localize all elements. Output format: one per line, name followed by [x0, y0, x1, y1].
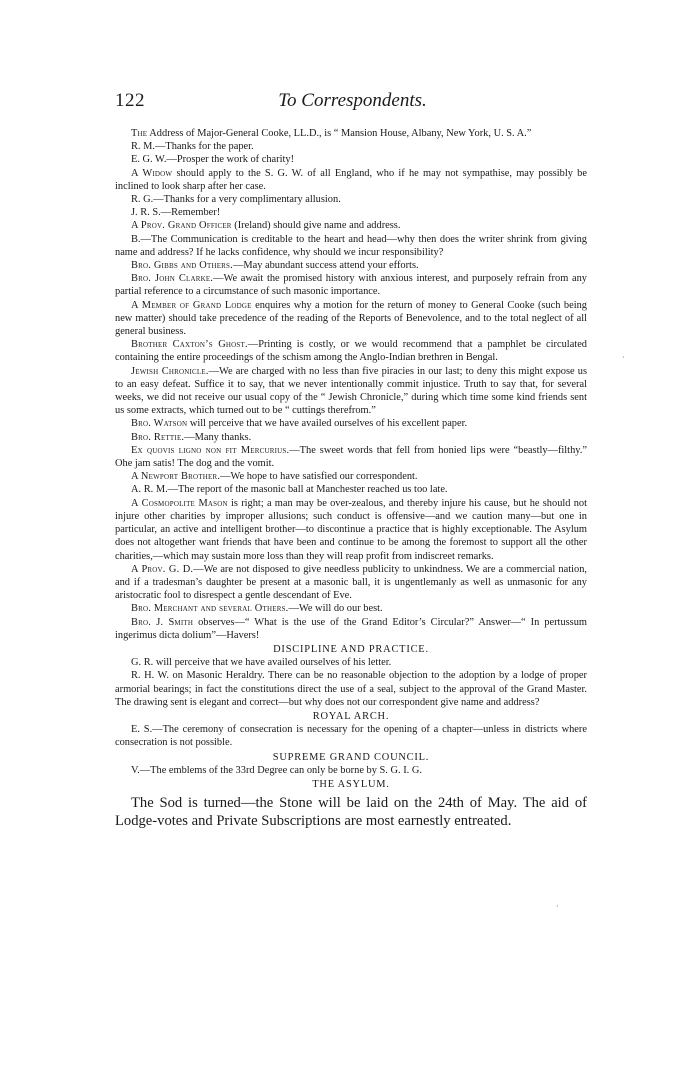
page-header [115, 90, 590, 112]
correspondent-entry [115, 444, 587, 470]
correspondent-entry [115, 259, 587, 272]
entry-text: —May abundant success attend your efforts. [232, 260, 419, 272]
entry-text: E. G. W.—Prosper the work of charity! [131, 154, 295, 166]
correspondent-entry [115, 602, 587, 615]
entry-lead: Jewish Chronicle. [131, 365, 209, 377]
running-title: To Correspondents. [278, 90, 427, 111]
entry-lead: Bro. J. Smith [131, 616, 194, 628]
entry-lead: Ex quovis ligno non fit Mercurius. [131, 444, 290, 456]
entry-text: —We hope to have satisfied our correspondent. [220, 471, 418, 483]
entry-text: should apply to the S. G. W. of all England, who if he may not sympathise, may possibly be inclined to look sharp after her case. [115, 167, 587, 192]
section-entry: V.—The emblems of the 33rd Degree can only be borne by S. G. I. G. [131, 764, 422, 776]
entry-text: Address of Major-General Cooke, LL.D., is “ Mansion House, Albany, New York, U. S. A.” [147, 128, 532, 139]
entry-lead: A Newport Brother. [131, 471, 221, 483]
correspondent-entry [115, 219, 587, 232]
correspondent-entry [115, 417, 587, 430]
section-entry: R. H. W. on Masonic Heraldry. There can be no reasonable objection to the adoption by a lodge of proper armorial bearings; in fact the constitutions direct the use of a seal, subject to the approval of the Grand Master. The drawing sent is elegant and correct—but why does not our correspondent give name and address? [115, 670, 587, 708]
entry-lead: Bro. Merchant and several Others. [131, 603, 289, 615]
correspondent-entry [115, 431, 587, 444]
entry-lead: A Cosmopolite Mason [131, 497, 228, 509]
section-heading: DISCIPLINE AND PRACTICE. [273, 643, 429, 655]
entry-lead: The [131, 128, 148, 139]
entry-text: —Many thanks. [184, 431, 252, 443]
entry-text: B.—The Communication is creditable to the heart and head—why then does the writer shrink from giving name and address? If he lacks confidence, why should we incur responsibility? [115, 233, 587, 258]
correspondent-entry [115, 153, 587, 166]
entry-text: R. M.—Thanks for the paper. [131, 141, 254, 153]
entry-text: (Ireland) should give name and address. [231, 220, 401, 232]
entry-text: is right; a man may be over-zealous, and thereby injure his cause, but he should not injure other charities by improper allusions; such conduct is offensive—and we caution many—but one in particular, an active and intelligent brother—to discontinue a practice that is highly exceptionable. The Asylum does not altogether want friends that have been and continue to be among the foremost to support all the other charities,—which may sustain more loss than they will reap profit from indiscreet remarks. [115, 497, 587, 562]
entry-text: R. G.—Thanks for a very complimentary allusion. [131, 194, 341, 206]
entry-text: —We are not disposed to give needless publicity to unkindness. We are a commercial nation, and if a tradesman’s daughter be present at a masonic ball, it is ungentlemanly as well as unmasonic for any aristocratic fool to disrespect a gentle descendant of Eve. [115, 563, 587, 602]
entry-lead: Bro. John Clarke. [131, 273, 214, 285]
entry-text: observes—“ What is the use of the Grand Editor’s Circular?” Answer—“ In pertussum ingerimus dicta dolium”—Havers! [115, 616, 588, 641]
correspondent-entry [115, 365, 587, 418]
entry-text: —The sweet words that fell from honied lips were “beastly—filthy.” Ohe jam satis! The dog and the vomit. [115, 444, 587, 470]
correspondent-entry [115, 193, 587, 206]
entry-text: —We will do our best. [288, 603, 383, 615]
entries-list [115, 127, 587, 642]
entry-lead: Bro. Gibbs and Others. [131, 260, 233, 272]
entry-lead: A Prov. G. D. [131, 563, 194, 575]
correspondent-entry [115, 140, 587, 153]
entry-text: —We await the promised history with anxious interest, and purposely refrain from any partial reference to a circumstance of such masonic importance. [115, 273, 587, 298]
section-entry: G. R. will perceive that we have availed ourselves of his letter. [131, 657, 392, 669]
entry-text: enquires why a motion for the return of money to General Cooke (such being new matter) should take precedence of the reading of the Reports of Benevolence, and to the total neglect of all general business. [115, 299, 587, 338]
entry-text: A. R. M.—The report of the masonic ball at Manchester reached us too late. [131, 484, 448, 496]
correspondent-entry [115, 483, 587, 496]
entry-lead: Brother Caxton’s Ghost. [131, 339, 248, 351]
section-heading: THE ASYLUM. [312, 778, 390, 790]
correspondent-entry [115, 206, 587, 219]
entry-text: —We are charged with no less than five piracies in our last; to deny this might expose us to an easy defeat. Suffice it to say, that we never intentionally commit injustice. Truth to say that, for several weeks, we did not receive our usual copy of the “ Jewish Chronicle,” during which time some kind friends sent us some extracts, which turned out to be “ cuttings therefrom.” [115, 365, 587, 417]
correspondent-entry [115, 338, 587, 364]
correspondent-entry [115, 616, 587, 642]
correspondent-entry [115, 127, 587, 140]
section-heading: ROYAL ARCH. [312, 710, 390, 722]
entry-text: —Printing is costly, or we would recommend that a pamphlet be circulated containing the entire proceedings of the schism among the Anglo-Indian brethren in Bengal. [115, 339, 587, 364]
margin-dot: · [622, 353, 625, 362]
correspondent-entry [115, 299, 587, 339]
asylum-notice: The Sod is turned—the Stone will be laid on the 24th of May. The aid of Lodge-votes and Private Subscriptions are most earnestly entreated. [115, 795, 587, 830]
correspondent-entry [115, 470, 587, 483]
section-heading: SUPREME GRAND COUNCIL. [272, 751, 430, 763]
entry-lead: A Prov. Grand Officer [131, 220, 232, 232]
correspondents-column [115, 127, 587, 830]
entry-text: will perceive that we have availed ourselves of his excellent paper. [187, 418, 468, 430]
correspondent-entry [115, 233, 587, 259]
section-entry: E. S.—The ceremony of consecration is necessary for the opening of a chapter—unless in districts where consecration is not possible. [115, 724, 587, 749]
correspondent-entry [115, 563, 587, 603]
correspondent-entry [115, 272, 587, 298]
correspondent-entry [115, 497, 587, 563]
entry-text: J. R. S.—Remember! [131, 207, 221, 219]
entry-lead: A Widow [131, 167, 173, 179]
entry-lead: Bro. Rettie. [131, 431, 185, 443]
entry-lead: A Member of Grand Lodge [131, 299, 252, 311]
entry-lead: Bro. Watson [131, 418, 188, 430]
margin-dot: · [556, 902, 559, 911]
sections-list [115, 643, 587, 791]
page-number: 122 [115, 90, 145, 111]
correspondent-entry [115, 167, 587, 193]
